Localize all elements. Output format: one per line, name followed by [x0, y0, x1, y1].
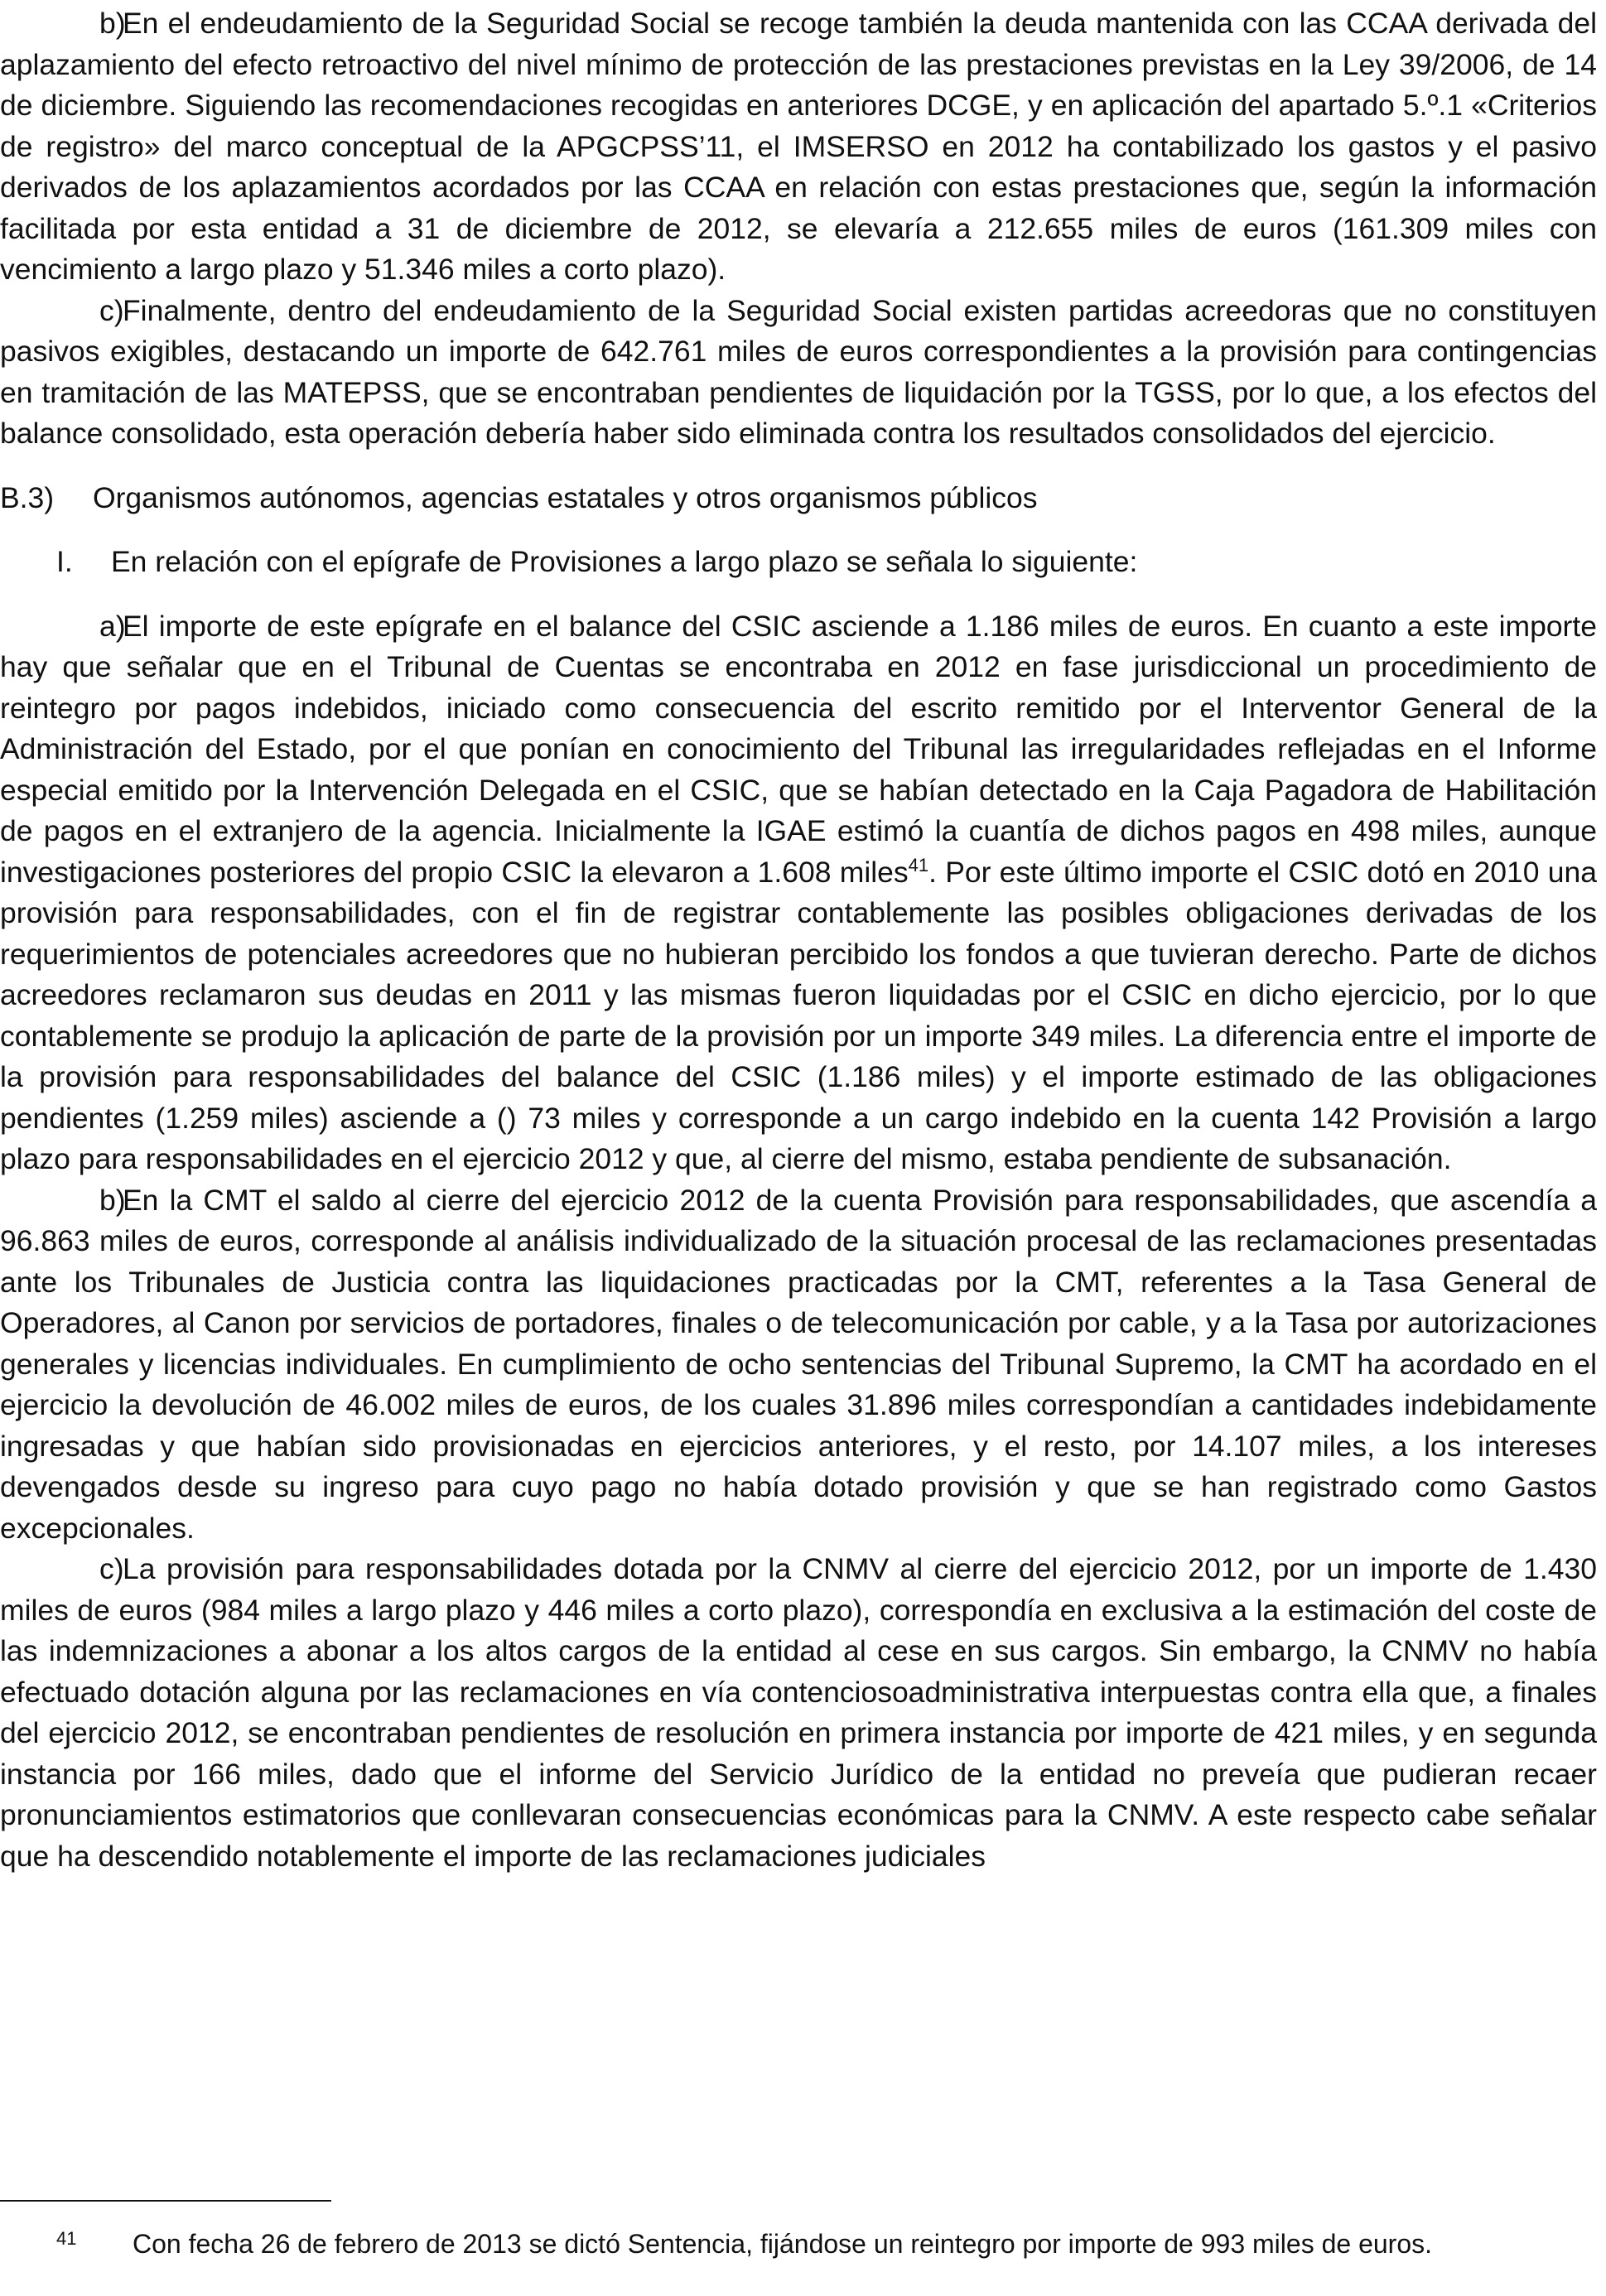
paragraph-c-seguridad-social: [0, 291, 1597, 455]
paragraph-label: c): [99, 293, 124, 327]
paragraph-label: b): [99, 7, 126, 40]
paragraph-text: El importe de este epígrafe en el balance del CSIC asciende a 1.186 miles de euros. En cuanto a este importe hay que señalar que en el Tribunal de Cuentas se encontraba en 2012 en fase jurisdiccional un procedimiento de reintegro por pagos indebidos, iniciado como consecuencia del escrito remitido por el Interventor General de la Administración del Estado, por el que ponían en conocimiento del Tribunal las irregularidades reflejadas en el Informe especial emitido por la Intervención Delegada en el CSIC, que se habían detectado en la Caja Pagadora de Habilitación de pagos en el extranjero de la agencia. Inicialmente la IGAE estimó la cuantía de dichos pagos en 498 miles, aunque investigaciones posteriores del propio CSIC la elevaron a 1.608 miles: [0, 609, 1597, 889]
paragraph-text: En la CMT el saldo al cierre del ejercicio 2012 de la cuenta Provisión para responsabilidades, que ascendía a 96.863 miles de euros, corresponde al análisis individualizado de la situación procesal de las reclamaciones presentadas ante los Tribunales de Justicia contra las liquidaciones practicadas por la CMT, referentes a la Tasa General de Operadores, al Canon por servicios de portadores, finales o de telecomunicación por cable, y a la Tasa por autorizaciones generales y licencias individuales. En cumplimiento de ocho sentencias del Tribunal Supremo, la CMT ha acordado en el ejercicio la devolución de 46.002 miles de euros, de los cuales 31.896 miles correspondían a cantidades indebidamente ingresadas y que habían sido provisionadas en ejercicios anteriores, y el resto, por 14.107 miles, a los intereses devengados desde su ingreso para cuyo pago no había dotado provisión y que se han registrado como Gastos excepcionales.: [0, 1183, 1597, 1545]
paragraph-label: c): [99, 1552, 124, 1585]
paragraph-a-csic: [0, 606, 1597, 1180]
paragraph-b-seguridad-social: [0, 3, 1597, 291]
paragraph-c-cnmv: [0, 1549, 1597, 1877]
paragraph-text: La provisión para responsabilidades dotada por la CNMV al cierre del ejercicio 2012, por un importe de 1.430 miles de euros (984 miles a largo plazo y 446 miles a corto plazo), correspondía en exclusiva a la estimación del coste de las indemnizaciones a abonar a los altos cargos de la entidad al cese en sus cargos. Sin embargo, la CNMV no había efectuado dotación alguna por las reclamaciones en vía contenciosoadministrativa interpuestas contra ella que, a finales del ejercicio 2012, se encontraban pendientes de resolución en primera instancia por importe de 421 miles, y en segunda instancia por 166 miles, dado que el informe del Servicio Jurídico de la entidad no preveía que pudieran recaer pronunciamientos estimatorios que conllevaran consecuencias económicas para la CNMV. A este respecto cabe señalar que ha descendido notablemente el importe de las reclamaciones judiciales: [0, 1552, 1597, 1873]
paragraph-label: a): [99, 609, 126, 643]
footnote-text: Con fecha 26 de febrero de 2013 se dictó Sentencia, fijándose un reintegro por importe de 993 miles de euros.: [133, 2229, 1432, 2259]
body-text: [0, 3, 1597, 1877]
subsection-heading-i: [56, 542, 1597, 583]
footnote-separator: [0, 2200, 331, 2202]
paragraph-b-cmt: [0, 1180, 1597, 1550]
footnote: [0, 2220, 1597, 2263]
subsection-number: I.: [56, 545, 73, 578]
paragraph-text: En el endeudamiento de la Seguridad Social se recoge también la deuda mantenida con las CCAA derivada del aplazamiento del efecto retroactivo del nivel mínimo de protección de las prestaciones previstas en la Ley 39/2006, de 14 de diciembre. Siguiendo las recomendaciones recogidas en anteriores DCGE, y en aplicación del apartado 5.º.1 «Criterios de registro» del marco conceptual de la APGCPSS’11, el IMSERSO en 2012 ha contabilizado los gastos y el pasivo derivados de los aplazamientos acordados por las CCAA en relación con estas prestaciones que, según la información facilitada por esta entidad a 31 de diciembre de 2012, se elevaría a 212.655 miles de euros (161.309 miles con vencimiento a largo plazo y 51.346 miles a corto plazo).: [0, 7, 1597, 286]
section-title: Organismos autónomos, agencias estatales y otros organismos públicos: [93, 480, 1038, 514]
paragraph-text: Finalmente, dentro del endeudamiento de la Seguridad Social existen partidas acreedoras que no constituyen pasivos exigibles, destacando un importe de 642.761 miles de euros correspondientes a la provisión para contingencias en tramitación de las MATEPSS, que se encontraban pendientes de liquidación por la TGSS, por lo que, a los efectos del balance consolidado, esta operación debería haber sido eliminada contra los resultados consolidados del ejercicio.: [0, 293, 1597, 450]
section-heading-b3: [0, 478, 1597, 519]
paragraph-text-continued: . Por este último importe el CSIC dotó en 2010 una provisión para responsabilidades, con el fin de registrar contablemente las posibles obligaciones derivadas de los requerimientos de potenciales acreedores que no hubieran percibido los fondos a que tuvieran derecho. Parte de dichos acreedores reclamaron sus deudas en 2011 y las mismas fueron liquidadas por el CSIC en dicho ejercicio, por lo que contablemente se produjo la aplicación de parte de la provisión por un importe 349 miles. La diferencia entre el importe de la provisión para responsabilidades del balance del CSIC (1.186 miles) y el importe estimado de las obligaciones pendientes (1.259 miles) asciende a () 73 miles y corresponde a un cargo indebido en la cuenta 142 Provisión a largo plazo para responsabilidades en el ejercicio 2012 y que, al cierre del mismo, estaba pendiente de subsanación.: [0, 855, 1598, 1175]
footnote-mark: 41: [56, 2228, 77, 2249]
subsection-title: En relación con el epígrafe de Provisiones a largo plazo se señala lo siguiente:: [111, 545, 1138, 578]
section-number: B.3): [0, 480, 55, 514]
footnote-reference[interactable]: 41: [908, 854, 929, 875]
paragraph-label: b): [99, 1183, 126, 1217]
